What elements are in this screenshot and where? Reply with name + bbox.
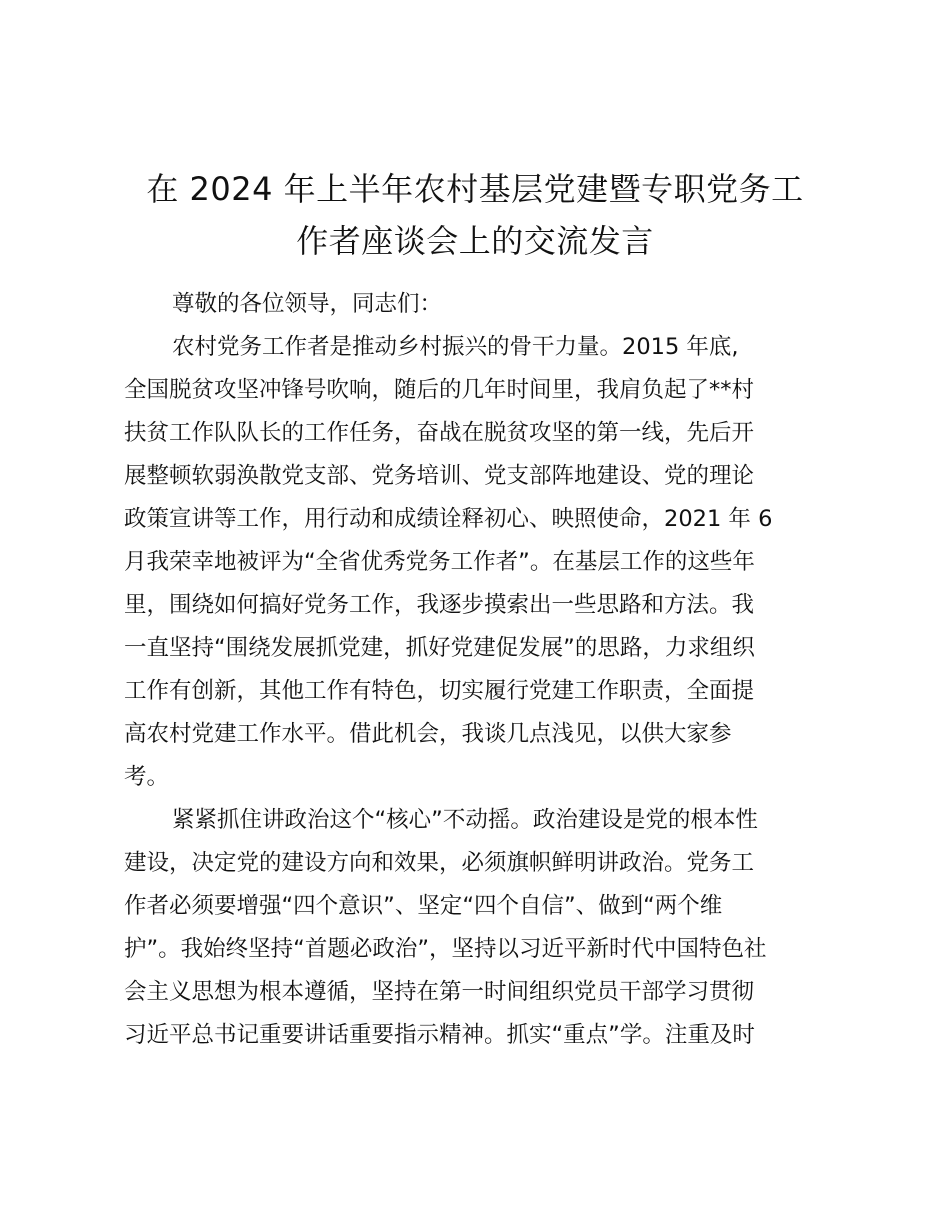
paragraph-intro (124, 326, 844, 799)
paragraph-line: 会主义思想为根本遵循，坚持在第一时间组织党员干部学习贯彻 (124, 979, 755, 1005)
paragraph-line: 护”。我始终坚持“首题必政治”，坚持以习近平新时代中国特色社 (124, 936, 767, 962)
paragraph-line: 展整顿软弱涣散党支部、党务培训、党支部阵地建设、党的理论 (124, 463, 755, 489)
document-title (120, 163, 830, 267)
paragraph-line: 全国脱贫攻坚冲锋号吹响，随后的几年时间里，我肩负起了**村 (124, 377, 755, 403)
paragraph-line: 建设，决定党的建设方向和效果，必须旗帜鲜明讲政治。党务工 (124, 850, 755, 876)
paragraph-line: 扶贫工作队队长的工作任务，奋战在脱贫攻坚的第一线，先后开 (124, 420, 755, 446)
paragraph-line: 政策宣讲等工作，用行动和成绩诠释初心、映照使命，2021 年 6 (124, 506, 773, 532)
paragraph-line: 一直坚持“围绕发展抓党建，抓好党建促发展”的思路，力求组织 (124, 635, 755, 661)
paragraph-line: 农村党务工作者是推动乡村振兴的骨干力量。2015 年底, (172, 334, 739, 360)
paragraph-line: 里，围绕如何搞好党务工作，我逐步摸索出一些思路和方法。我 (124, 592, 755, 618)
paragraph-line: 习近平总书记重要讲话重要指示精神。抓实“重点”学。注重及时 (124, 1022, 755, 1048)
paragraph-line: 作者必须要增强“四个意识”、坚定“四个自信”、做到“两个维 (124, 893, 723, 919)
document-body (124, 283, 844, 1057)
paragraph-line: 考。 (124, 764, 170, 790)
paragraph-line: 高农村党建工作水平。借此机会，我谈几点浅见，以供大家参 (124, 721, 732, 747)
title-line: 在 2024 年上半年农村基层党建暨专职党务工 (146, 170, 804, 208)
paragraph-salutation (124, 283, 844, 326)
paragraph-line: 紧紧抓住讲政治这个“核心”不动摇。政治建设是党的根本性 (172, 807, 758, 833)
paragraph-line: 尊敬的各位领导，同志们： (172, 291, 443, 317)
paragraph-line: 月我荣幸地被评为“全省优秀党务工作者”。在基层工作的这些年 (124, 549, 755, 575)
paragraph-line: 工作有创新，其他工作有特色，切实履行党建工作职责，全面提 (124, 678, 755, 704)
paragraph-politics (124, 799, 844, 1057)
title-line: 作者座谈会上的交流发言 (296, 222, 654, 260)
